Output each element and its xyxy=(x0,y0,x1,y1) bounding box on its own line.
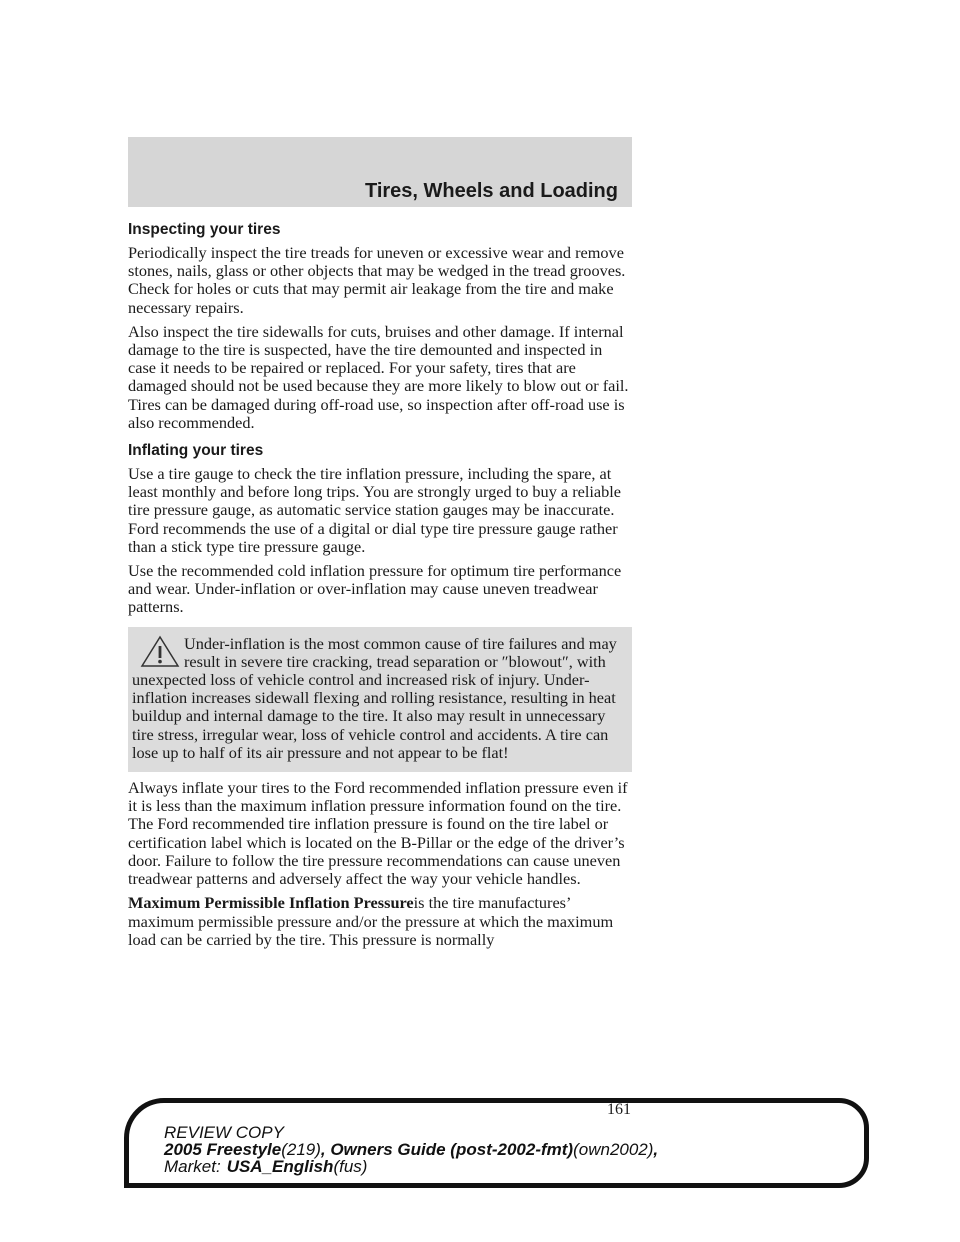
footer-model: 2005 Freestyle xyxy=(164,1140,282,1159)
footer-comma: , xyxy=(653,1140,659,1159)
footer-guide-code: (own2002) xyxy=(573,1140,654,1159)
warning-box xyxy=(128,627,632,772)
page-number: 161 xyxy=(607,1101,631,1118)
warning-triangle-icon xyxy=(140,635,180,669)
section-header xyxy=(128,137,632,207)
paragraph: Periodically inspect the tire treads for uneven or excessive wear and remove stones, nails, glass or other objects that may be wedged in the tread grooves. Check for holes or cuts that may permit air leakage from the tire and make necessary repairs. xyxy=(128,243,626,317)
paragraph: Always inflate your tires to the Ford recommended inflation pressure even if it is less than the maximum inflation pressure information found on the tire. The Ford recommended tire inflation pressure is found on the tire label or certification label which is located on the B-Pillar or the edge of the driver’s door. Failure to follow the tire pressure recommendations can cause uneven treadwear patterns and adversely affect the way your vehicle handles. xyxy=(128,778,628,889)
paragraph: Use the recommended cold inflation pressure for optimum tire performance and wear. Under-inflation or over-inflation may cause uneven treadwear patterns. xyxy=(128,561,622,617)
definition-term: Maximum Permissible Inflation Pressure xyxy=(128,893,414,913)
section-title: Tires, Wheels and Loading xyxy=(364,180,618,202)
paragraph: Use a tire gauge to check the tire inflation pressure, including the spare, at least monthly and before long trips. You are strongly urged to buy a reliable tire pressure gauge, as automatic service station gauges may be inaccurate. Ford recommends the use of a digital or dial type tire pressure gauge rather than a stick type tire pressure gauge. xyxy=(128,464,622,556)
footer-line3 xyxy=(164,1158,658,1175)
paragraph: Also inspect the tire sidewalls for cuts, bruises and other damage. If internal damage to the tire is suspected, have the tire demounted and inspected in case it needs to be repaired or replaced. For your safety, tires that are damaged should not be used because they are more likely to blow out or fail. Tires can be damaged during off-road use, so inspection after off-road use is also recommended. xyxy=(128,321,629,432)
heading-inspecting: Inspecting your tires xyxy=(128,221,281,238)
paragraph-definition xyxy=(128,894,632,949)
footer-guide: , Owners Guide (post-2002-fmt) xyxy=(320,1140,574,1159)
footer-line1: REVIEW COPY xyxy=(164,1123,284,1142)
footer-market-label: Market: xyxy=(164,1157,221,1176)
footer-line2 xyxy=(164,1141,658,1158)
footer-market: USA_English xyxy=(226,1157,334,1176)
page-content xyxy=(128,221,632,955)
footer-model-code: (219) xyxy=(281,1140,321,1159)
heading-inflating: Inflating your tires xyxy=(128,442,264,460)
definition-text: is the tire manufactures’ maximum permissible pressure and/or the pressure at which the maximum load can be carried by the tire. This pressure is normally xyxy=(128,893,614,949)
review-copy-footer xyxy=(164,1124,658,1175)
footer-market-code: (fus) xyxy=(333,1157,368,1176)
warning-text: Under-inflation is the most common cause of tire failures and may result in severe tire cracking, tread separation or ″blowout″, with unexpected loss of vehicle control and increased risk of injury. Under-inflation increases sidewall flexing and rolling resistance, resulting in heat buildup and internal damage to the tire. It also may result in unnecessary tire stress, irregular wear, loss of vehicle control and accidents. A tire can lose up to half of its air pressure and not appear to be flat! xyxy=(132,633,617,762)
